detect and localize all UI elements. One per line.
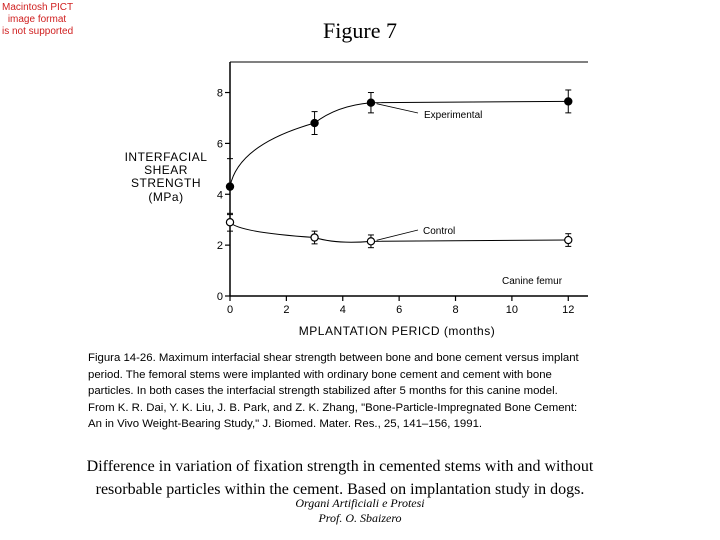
x-tick-label: 8 xyxy=(452,304,459,316)
data-point-control xyxy=(226,219,233,226)
series-line-experimental xyxy=(230,101,568,186)
data-point-experimental xyxy=(367,99,374,106)
footer-line: Prof. O. Sbaizero xyxy=(318,511,402,525)
caption-line: From K. R. Dai, Y. K. Liu, J. B. Park, and Z. K. Zhang, "Bone-Particle-Impregnated Bone Cement: xyxy=(88,401,578,414)
data-point-control xyxy=(311,234,318,241)
y-axis-label-line: (MPa) xyxy=(148,190,184,204)
x-axis-label: MPLANTATION PERICD (months) xyxy=(298,324,496,338)
x-tick-label: 6 xyxy=(396,304,403,316)
data-point-control xyxy=(367,238,374,245)
caption-line: particles. In both cases the interfacial strength stabilized after 5 months for this canine model. xyxy=(88,385,558,397)
label-leader-experimental xyxy=(377,104,418,113)
y-tick-label: 0 xyxy=(216,291,223,303)
figure-caption xyxy=(88,350,648,433)
series-line-control xyxy=(230,222,568,242)
data-point-experimental xyxy=(565,98,572,105)
figure-title: Figure 7 xyxy=(323,18,397,43)
pict-notice-line: is not supported xyxy=(2,26,74,37)
description-line: Difference in variation of fixation strength in cemented stems with and without xyxy=(86,458,594,475)
x-tick-label: 12 xyxy=(562,304,575,316)
slide-footer xyxy=(210,496,510,526)
label-leader-control xyxy=(377,230,418,240)
y-tick-label: 8 xyxy=(216,87,223,100)
description-line: resorbable particles within the cement. Based on implantation study in dogs. xyxy=(95,481,585,498)
annotation-canine-femur: Canine femur xyxy=(502,276,563,287)
pict-notice-line: Macintosh PICT xyxy=(2,2,74,13)
footer-line: Organi Artificiali e Protesi xyxy=(295,496,425,510)
series-label-control: Control xyxy=(423,226,456,237)
pict-notice-line: image format xyxy=(7,14,67,25)
plot-frame xyxy=(230,62,588,296)
y-tick-label: 4 xyxy=(216,189,223,202)
x-tick-label: 4 xyxy=(339,304,346,316)
data-point-experimental xyxy=(226,183,233,190)
y-axis-label-line: INTERFACIAL xyxy=(124,150,208,164)
x-tick-label: 10 xyxy=(505,304,519,316)
x-tick-label: 0 xyxy=(226,304,234,316)
caption-line: period. The femoral stems were implanted with ordinary bone cement and cement with bone xyxy=(88,368,552,381)
y-tick-label: 2 xyxy=(216,240,223,253)
caption-line: An in Vivo Weight-Bearing Study," J. Biomed. Mater. Res., 25, 141–156, 1991. xyxy=(88,418,483,430)
y-tick-label: 6 xyxy=(216,138,223,151)
data-point-experimental xyxy=(311,119,318,126)
slide-description xyxy=(0,455,680,501)
y-axis-label-line: STRENGTH xyxy=(131,176,201,190)
y-axis-label-line: SHEAR xyxy=(144,163,188,177)
series-label-experimental: Experimental xyxy=(424,110,483,121)
caption-line: Figura 14-26. Maximum interfacial shear strength between bone and bone cement versus implant xyxy=(88,352,579,364)
x-tick-label: 2 xyxy=(283,304,290,316)
data-point-control xyxy=(565,236,572,243)
